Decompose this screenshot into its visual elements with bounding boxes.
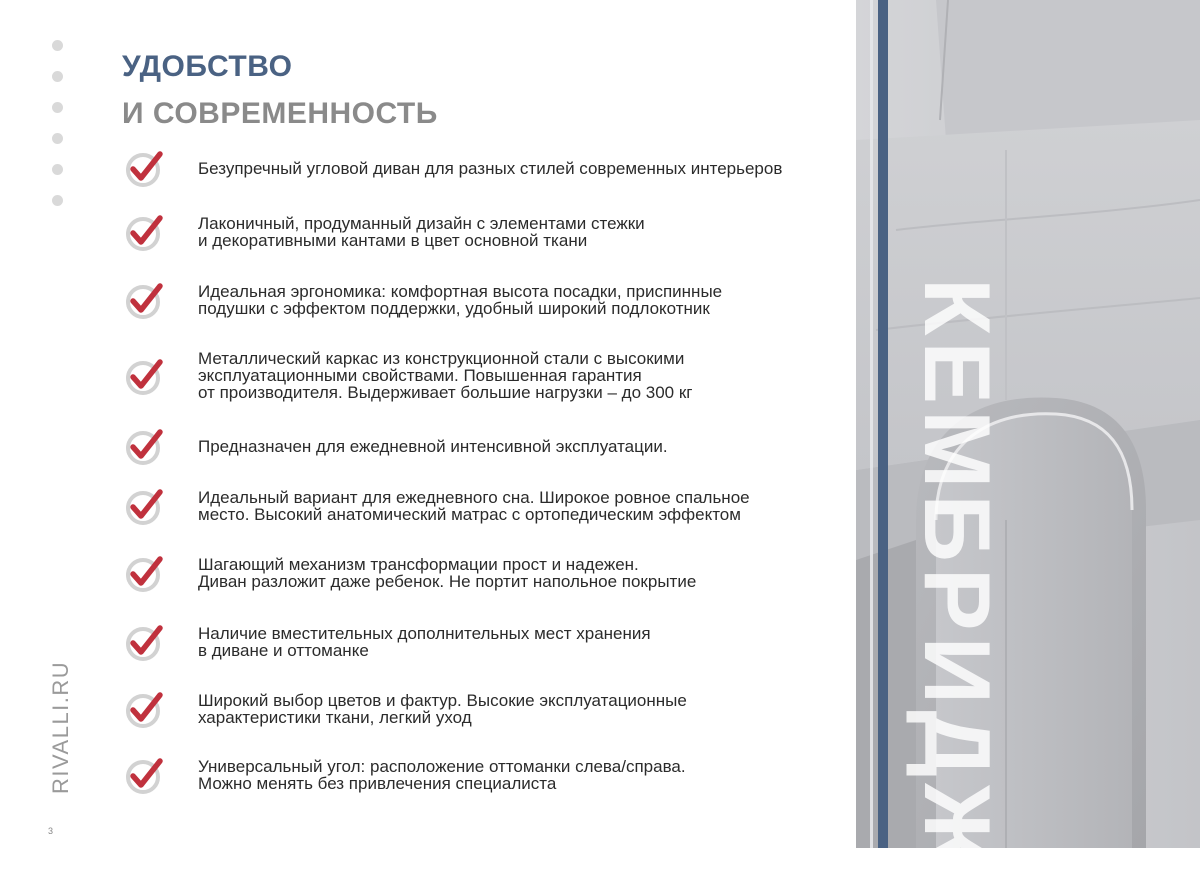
feature-item [124,755,854,795]
check-mark-icon [124,426,164,466]
feature-text: Лаконичный, продуманный дизайн с элементами стежки и декоративными кантами в цвет основной ткани [198,214,645,250]
check-mark-icon [124,486,164,526]
check-mark-icon [124,755,164,795]
check-mark-icon [124,356,164,396]
feature-text: Металлический каркас из конструкционной стали с высокими эксплуатационными свойствами. Повышенная гарантия от производителя. Выдерживает большие нагрузки – до 300 кг [198,349,693,402]
check-mark-icon [124,212,164,252]
page-title-line1: УДОБСТВО [122,50,293,83]
dot [52,71,63,82]
dot [52,102,63,113]
feature-item [124,280,854,320]
feature-text: Универсальный угол: расположение оттоманки слева/справа. Можно менять без привлечения специалиста [198,757,686,793]
check-mark-icon [124,148,164,188]
check-mark-icon [124,622,164,662]
decorative-dots [52,40,64,226]
feature-text: Шагающий механизм трансформации прост и надежен. Диван разложит даже ребенок. Не портит напольное покрытие [198,555,697,591]
feature-item [124,622,854,662]
dot [52,164,63,175]
feature-text: Идеальный вариант для ежедневного сна. Широкое ровное спальное место. Высокий анатомический матрас с ортопедическим эффектом [198,488,750,524]
feature-item [124,553,854,593]
feature-item [124,212,854,252]
page-number: 3 [48,826,54,836]
feature-item [124,486,854,526]
feature-text: Широкий выбор цветов и фактур. Высокие эксплуатационные характеристики ткани, легкий уход [198,691,687,727]
check-mark-icon [124,689,164,729]
feature-text: Наличие вместительных дополнительных мест хранения в диване и оттоманке [198,624,651,660]
check-mark-icon [124,280,164,320]
dot [52,40,63,51]
product-name: КЕМБРИДЖ [905,278,1010,874]
feature-text: Безупречный угловой диван для разных стилей современных интерьеров [198,158,783,178]
feature-item [124,689,854,729]
feature-item [124,350,854,401]
page-title-line2: И СОВРЕМЕННОСТЬ [122,97,438,130]
dot [52,195,63,206]
feature-item [124,426,854,466]
dot [52,133,63,144]
site-url: RIVALLI.RU [48,660,73,794]
feature-text: Идеальная эргономика: комфортная высота посадки, приспинные подушки с эффектом поддержки, удобный широкий подлокотник [198,282,723,318]
check-mark-icon [124,553,164,593]
feature-item [124,148,854,188]
feature-text: Предназначен для ежедневной интенсивной эксплуатации. [198,436,668,456]
